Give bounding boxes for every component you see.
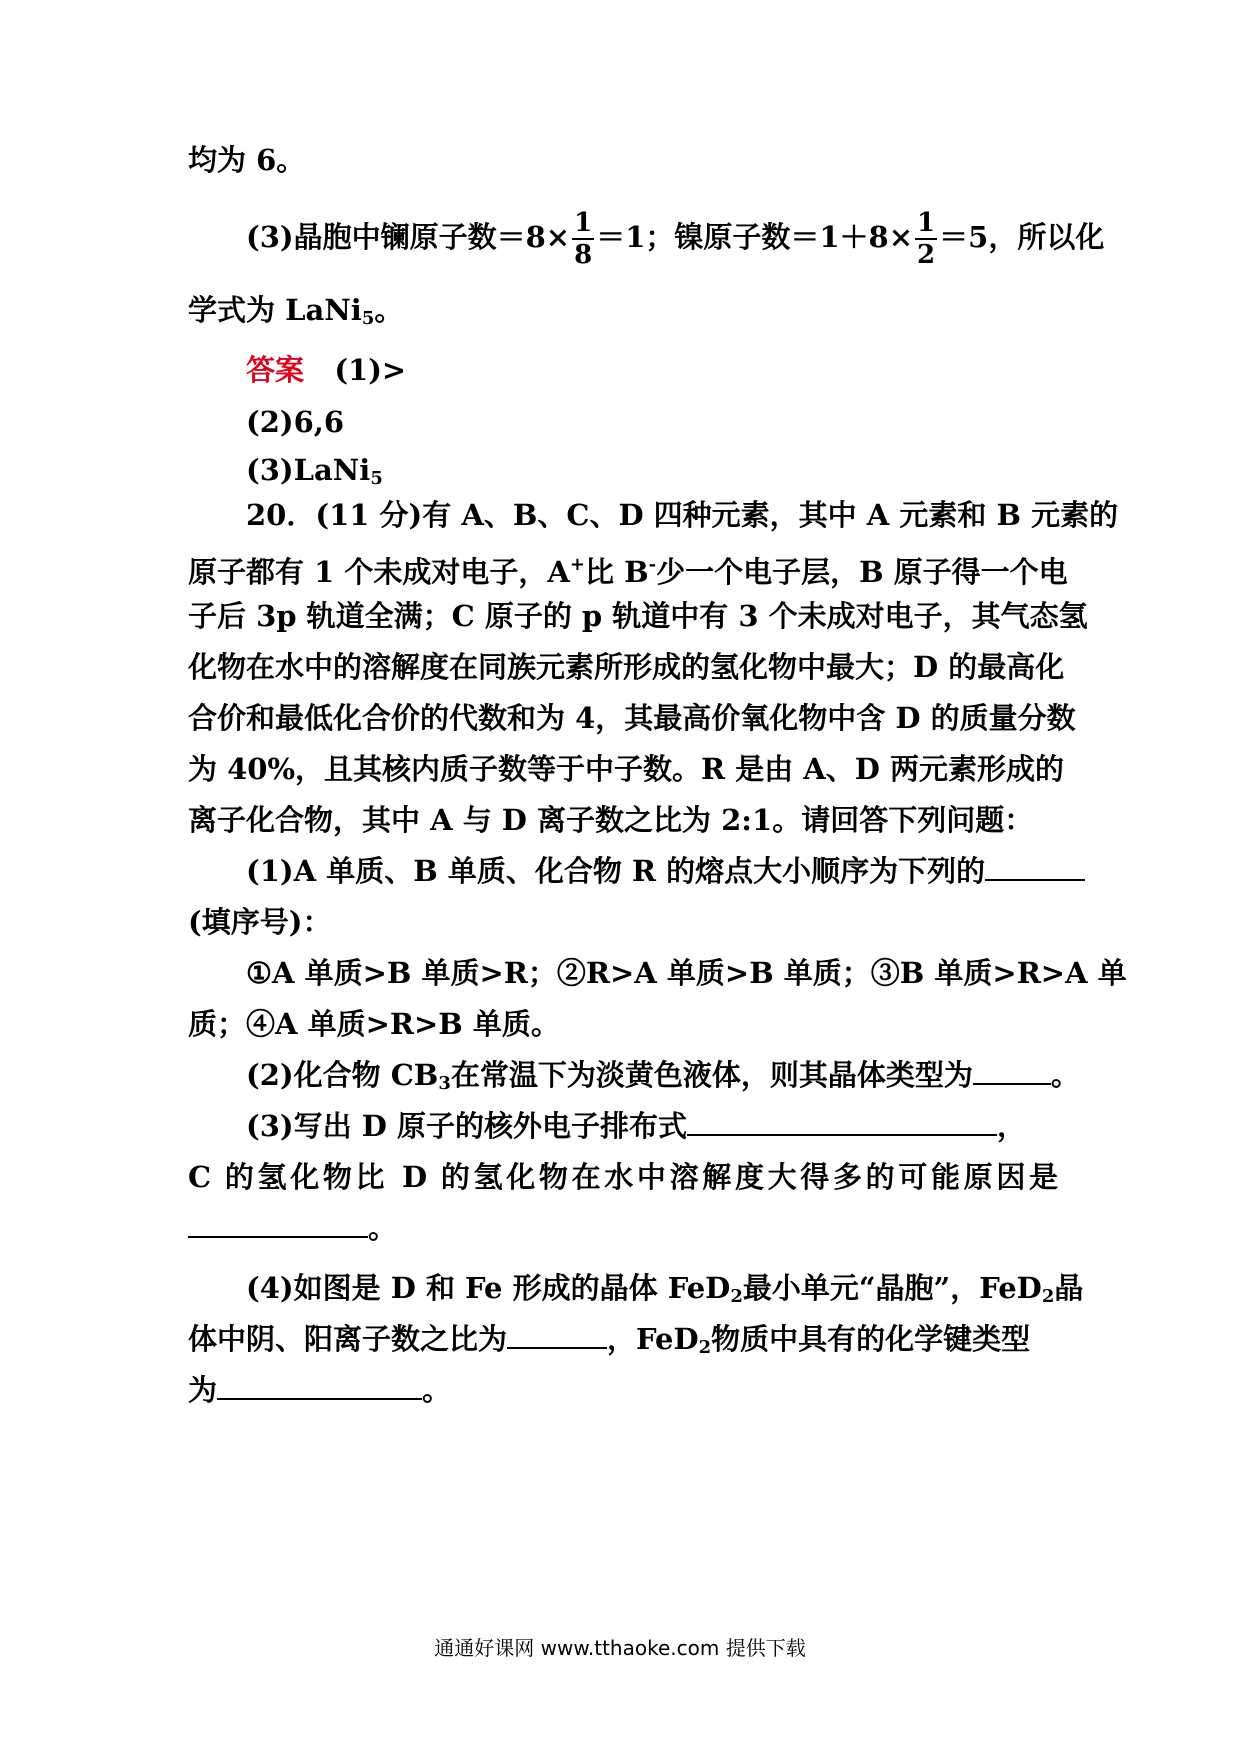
text: 在常温下为淡黄色液体，则其晶体类型为: [450, 1058, 973, 1092]
text: 物质中具有的化学键类型: [711, 1322, 1031, 1356]
fraction: [572, 210, 594, 268]
subscript: 2: [698, 1337, 712, 1358]
text-line: [188, 1208, 1058, 1248]
subscript: 5: [370, 468, 383, 489]
text-line: [188, 596, 1088, 636]
text: 离子化合物，其中 A 与 D 离子数之比为 2:1。请回答下列问题：: [188, 803, 1034, 837]
answer-blank[interactable]: [217, 1372, 422, 1400]
superscript: +: [569, 554, 585, 575]
fraction: [915, 210, 937, 268]
text-line: [188, 545, 1068, 592]
text-line: [188, 749, 1065, 789]
text: C 的氢化物比 D 的氢化物在水中溶解度大得多的可能原因是: [188, 1160, 1058, 1194]
answer-blank[interactable]: [188, 1210, 368, 1238]
text: (1)>: [334, 353, 407, 387]
text: (3)写出 D 原子的核外电子排布式: [246, 1109, 687, 1143]
subscript: 5: [361, 308, 375, 329]
text: 化物在水中的溶解度在同族元素所形成的氢化物中最大；D 的最高化: [188, 650, 1065, 684]
text: ①A 单质>B 单质>R；②R>A 单质>B 单质；③B 单质>R>A 单: [246, 956, 1127, 990]
text: 。: [422, 1373, 452, 1407]
page-footer: 通通好课网 www.tthaoke.com 提供下载: [434, 1636, 806, 1660]
text: 少一个电子层，B 原子得一个电: [656, 555, 1068, 589]
answer-label: 答案: [246, 353, 305, 387]
text: (填序号)：: [188, 905, 332, 939]
text: 子后 3p 轨道全满；C 原子的 p 轨道中有 3 个未成对电子，其气态氢: [188, 599, 1088, 633]
fraction-numerator: 1: [574, 208, 593, 238]
text-line: [246, 1055, 1080, 1104]
fraction-denominator: 2: [917, 240, 936, 270]
text: ，FeD: [607, 1322, 699, 1356]
text: 晶: [1054, 1271, 1084, 1305]
text-line: [246, 1268, 1084, 1317]
text-line: [246, 1106, 1058, 1146]
text: ＝5，所以化: [939, 220, 1105, 254]
text: 均为 6。: [188, 143, 306, 177]
text: 合价和最低化合价的代数和为 4，其最高价氧化物中含 D 的质量分数: [188, 701, 1076, 735]
fraction-denominator: 8: [574, 240, 593, 270]
text-line: [246, 953, 1127, 993]
answer-line: [246, 350, 1058, 390]
fraction-numerator: 1: [917, 208, 936, 238]
text: 原子都有 1 个未成对电子，A: [188, 555, 570, 589]
text-line: [188, 1370, 1058, 1410]
text-line: [188, 1319, 1058, 1368]
text: 。: [1050, 1058, 1080, 1092]
text-line: [188, 140, 1058, 180]
text: (3)晶胞中镧原子数＝8×: [246, 220, 571, 254]
text-line: [246, 495, 1119, 535]
text: 。: [368, 1211, 398, 1245]
subscript: 2: [730, 1286, 743, 1307]
text: ，: [996, 1109, 1026, 1143]
text-line: [246, 851, 1058, 891]
text-line: [246, 208, 1105, 270]
answer-blank[interactable]: [985, 853, 1085, 881]
superscript: -: [648, 554, 657, 575]
subscript: 3: [438, 1073, 451, 1094]
text-line: [188, 1004, 1058, 1044]
text: 。: [374, 293, 404, 327]
text: ＝1；镍原子数＝1＋8×: [596, 220, 914, 254]
text: 为: [188, 1373, 218, 1407]
text-line: [188, 1157, 1058, 1197]
answer-blank[interactable]: [507, 1321, 607, 1349]
answer-blank[interactable]: [687, 1108, 997, 1136]
text-line: [188, 800, 1058, 840]
text: (2)6,6: [246, 405, 345, 439]
text: 最小单元“晶胞”，FeD: [742, 1271, 1042, 1305]
text: (1)A 单质、B 单质、化合物 R 的熔点大小顺序为下列的: [246, 854, 986, 888]
text-line: [188, 290, 1058, 339]
text: 体中阴、阳离子数之比为: [188, 1322, 508, 1356]
text: 质；④A 单质>R>B 单质。: [188, 1007, 560, 1041]
text: (4)如图是 D 和 Fe 形成的晶体 FeD: [246, 1271, 731, 1305]
text-line: [188, 647, 1065, 687]
text: 学式为 LaNi: [188, 293, 362, 327]
text-line: [188, 698, 1076, 738]
text: 20．(11 分)有 A、B、C、D 四种元素，其中 A 元素和 B 元素的: [246, 498, 1119, 532]
text: (2)化合物 CB: [246, 1058, 439, 1092]
text: 比 B: [584, 555, 649, 589]
text: 为 40%，且其核内质子数等于中子数。R 是由 A、D 两元素形成的: [188, 752, 1065, 786]
answer-blank[interactable]: [973, 1057, 1051, 1085]
answer-line: [246, 402, 1058, 442]
text: (3)LaNi: [246, 453, 371, 487]
answer-line: [246, 450, 1058, 499]
text-line: [188, 902, 1058, 942]
subscript: 2: [1041, 1286, 1055, 1307]
